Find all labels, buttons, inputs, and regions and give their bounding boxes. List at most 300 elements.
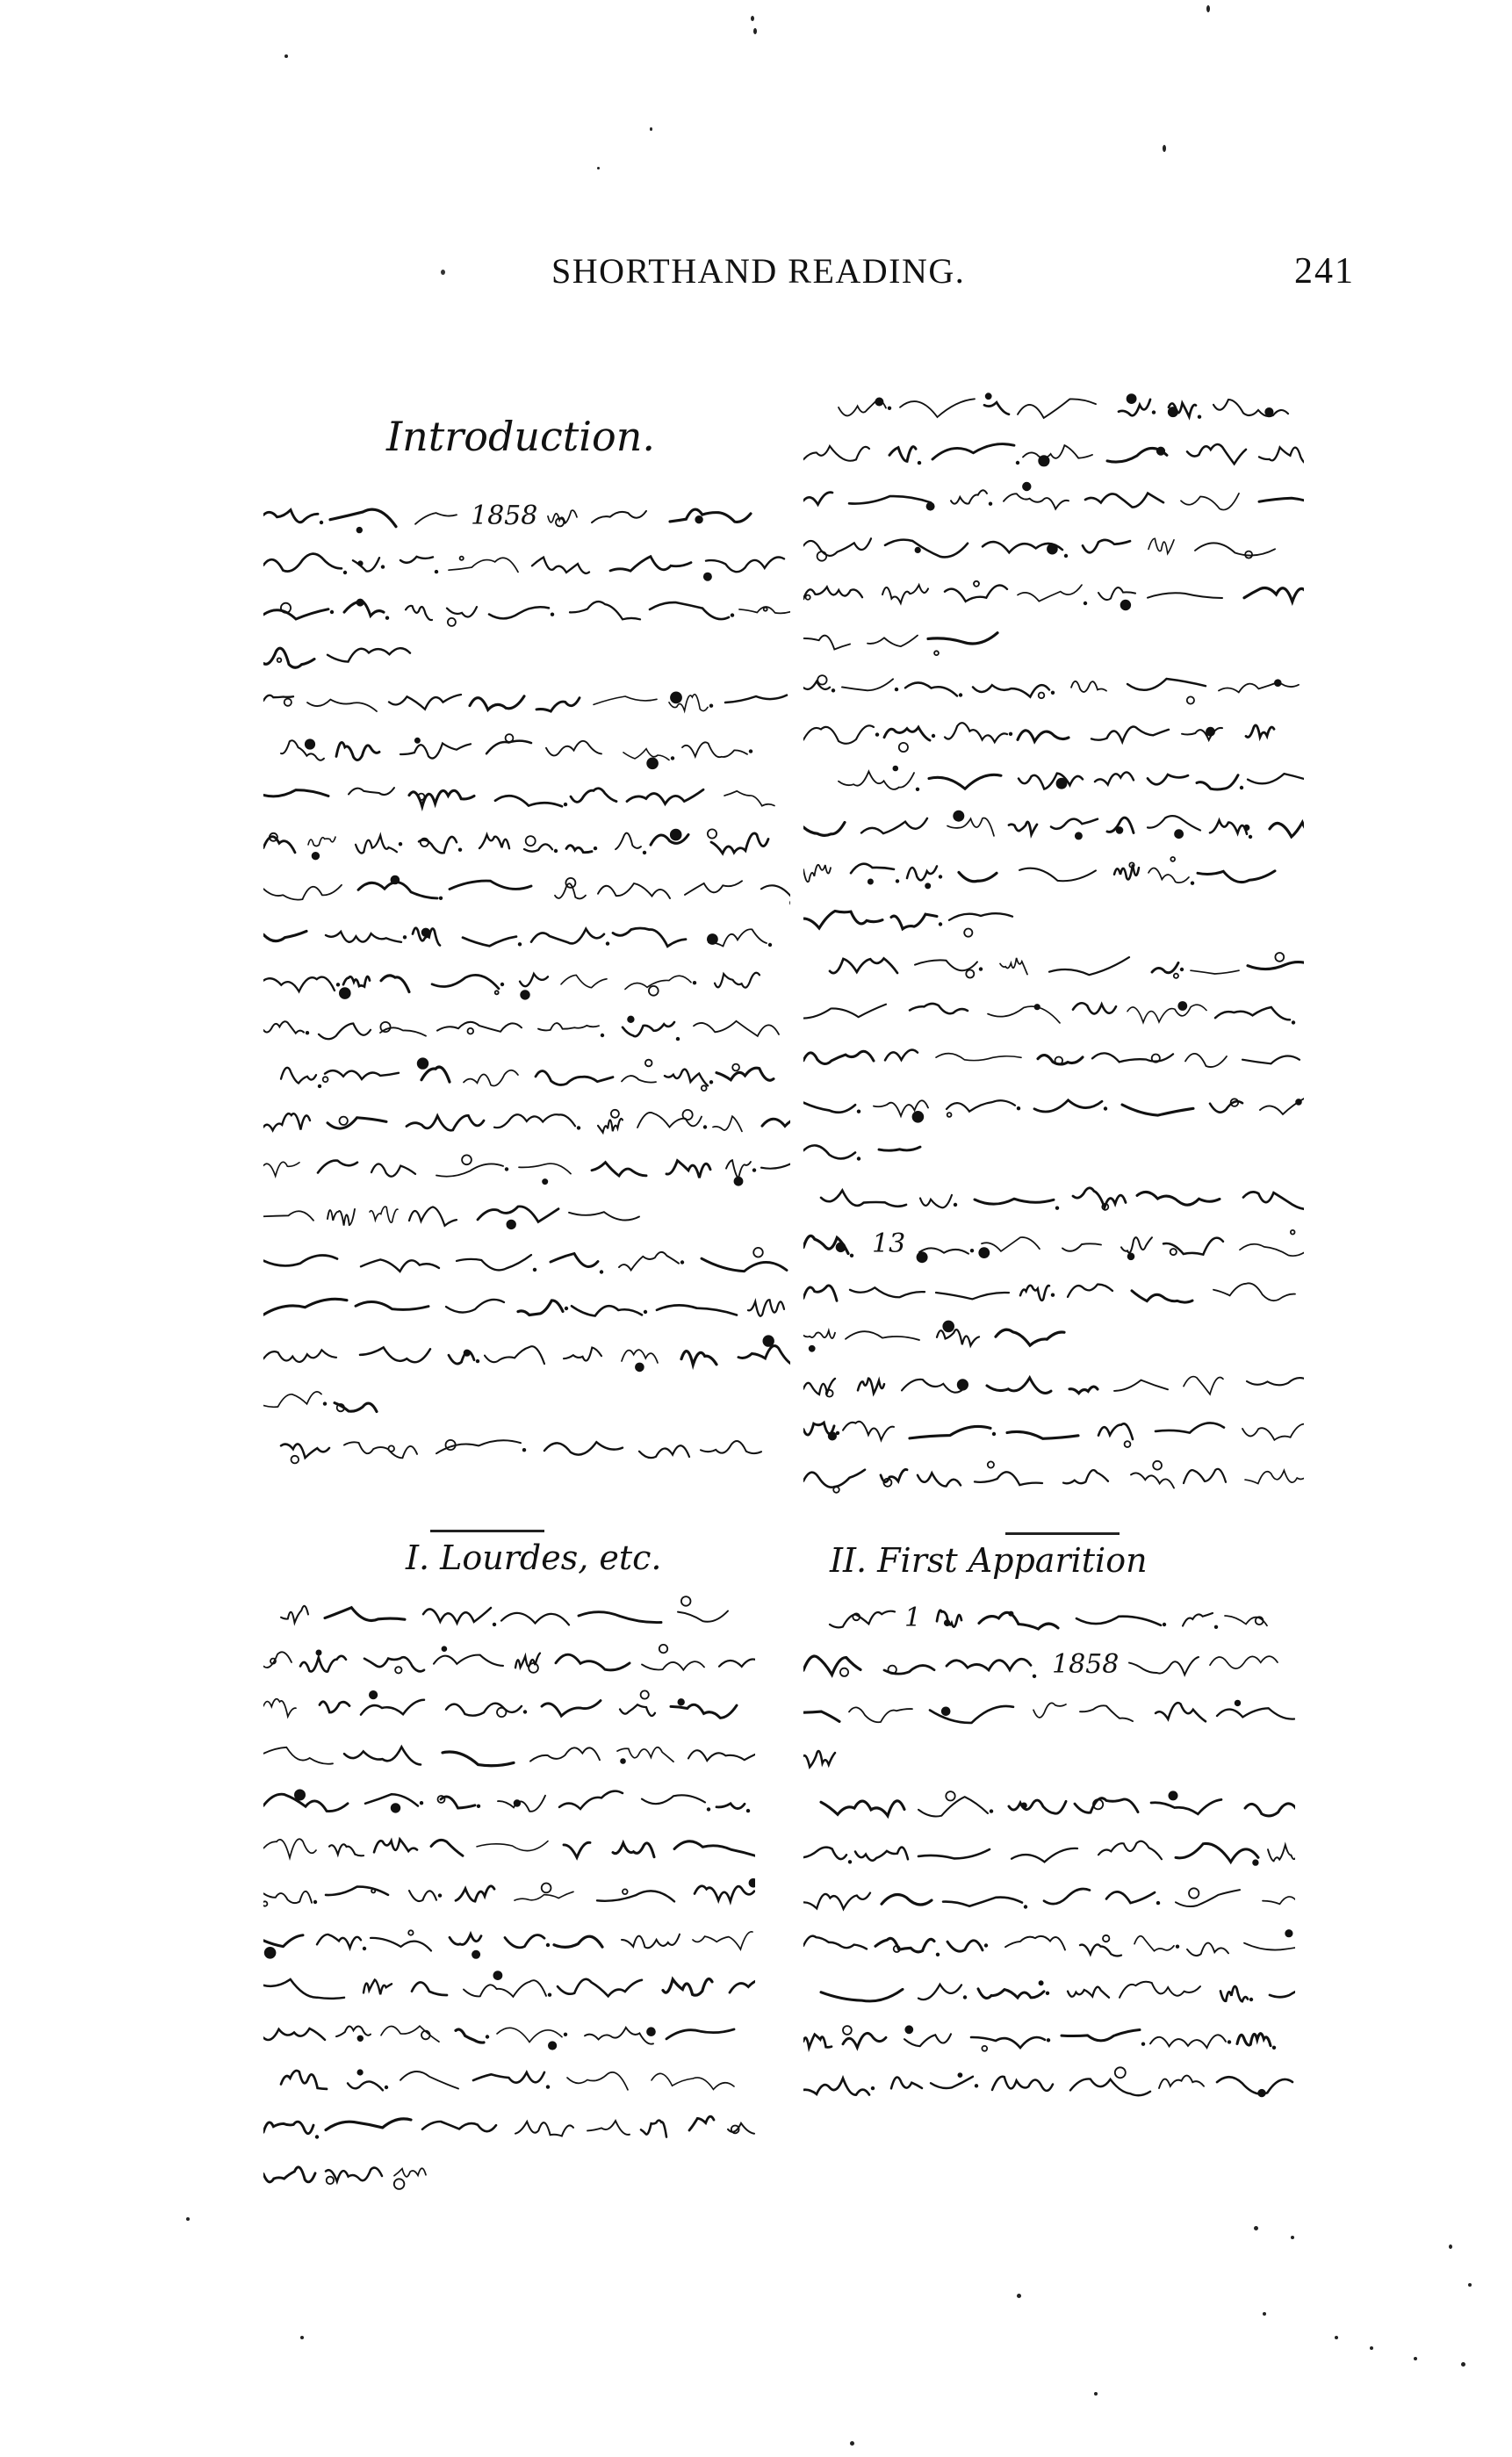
shorthand-line	[803, 1271, 1304, 1313]
shorthand-dot	[476, 1359, 479, 1363]
section-rule	[1005, 1532, 1120, 1535]
shorthand-outline	[1091, 726, 1169, 741]
shorthand-dot	[1249, 1998, 1253, 2001]
shorthand-outline	[882, 585, 928, 603]
shorthand-outline	[1270, 820, 1304, 837]
shorthand-outline	[1245, 1471, 1304, 1484]
shorthand-outline	[713, 1116, 742, 1131]
shorthand-outline	[1005, 1936, 1065, 1950]
shorthand-stroke-group	[263, 636, 790, 678]
shorthand-dot	[979, 967, 983, 970]
shorthand-stroke-group	[263, 868, 790, 911]
shorthand-dot	[707, 1807, 710, 1811]
shorthand-dot	[857, 1110, 860, 1113]
shorthand-outline	[434, 1655, 503, 1666]
shorthand-circle	[843, 2026, 852, 2035]
shorthand-circle	[1206, 728, 1214, 736]
shorthand-dot	[1084, 602, 1087, 605]
shorthand-outline	[891, 2077, 922, 2088]
shorthand-outline	[803, 823, 845, 836]
shorthand-dot	[896, 879, 899, 883]
shorthand-circle	[671, 692, 681, 703]
shorthand-outline	[715, 973, 760, 988]
shorthand-stroke-group	[803, 1691, 1295, 1733]
shorthand-outline	[642, 1661, 704, 1670]
shorthand-outline	[889, 447, 916, 462]
shorthand-dot	[385, 616, 389, 620]
shorthand-circle	[1244, 825, 1249, 830]
shorthand-dot	[403, 935, 407, 939]
shorthand-line	[803, 1738, 1295, 1780]
shorthand-outline	[803, 1470, 865, 1488]
shorthand-stroke-group	[263, 2013, 755, 2055]
shorthand-outline	[1210, 1656, 1278, 1668]
shorthand-line	[263, 1427, 790, 1469]
shorthand-outline	[657, 1305, 737, 1315]
shorthand-outline	[406, 606, 432, 620]
shorthand-stroke-group	[803, 1598, 1295, 1640]
shorthand-dot	[936, 1953, 940, 1956]
shorthand-line	[263, 1780, 755, 1822]
shorthand-outline	[821, 1989, 903, 2001]
shorthand-outline	[884, 727, 930, 740]
shorthand-outline	[498, 1796, 545, 1812]
shorthand-circle	[681, 1596, 691, 1606]
shorthand-outline	[263, 885, 342, 900]
shorthand-outline	[681, 1351, 716, 1365]
shorthand-line	[263, 1827, 755, 1869]
shorthand-outline	[918, 1849, 990, 1858]
shorthand-dot	[577, 1126, 580, 1129]
shorthand-circle	[515, 1800, 521, 1806]
shorthand-outline	[1134, 1936, 1174, 1951]
shorthand-circle	[462, 1155, 472, 1164]
shorthand-circle	[925, 883, 930, 888]
shorthand-outline	[1150, 2035, 1226, 2048]
shorthand-dot	[438, 1893, 442, 1897]
shorthand-outline	[343, 976, 370, 986]
shorthand-circle	[986, 393, 991, 399]
shorthand-stroke-group	[263, 543, 790, 585]
shorthand-circle	[388, 1445, 394, 1452]
shorthand-outline	[1098, 1423, 1133, 1439]
shorthand-circle	[905, 2026, 912, 2033]
shorthand-outline	[1219, 682, 1299, 693]
shorthand-circle	[1157, 448, 1164, 455]
shorthand-line	[263, 2106, 755, 2148]
shorthand-outline	[336, 2026, 371, 2036]
shorthand-dot	[500, 983, 504, 986]
shorthand-outline	[400, 2072, 458, 2089]
shorthand-outline	[532, 558, 589, 573]
shorthand-outline	[843, 2033, 886, 2047]
shorthand-circle	[340, 1117, 348, 1125]
shorthand-outline	[1098, 587, 1135, 600]
shorthand-outline	[619, 1252, 679, 1271]
shorthand-outline	[979, 1612, 1058, 1629]
shorthand-circle	[340, 988, 350, 998]
shorthand-dot	[385, 2086, 388, 2089]
shorthand-outline	[1259, 498, 1304, 507]
shorthand-line	[803, 386, 1304, 429]
shorthand-circle	[263, 1901, 267, 1906]
shorthand-line	[803, 1784, 1295, 1827]
shorthand-line	[803, 945, 1304, 987]
section-heading-lourdes: I. Lourdes, etc.	[406, 1538, 662, 1577]
header-speck	[441, 270, 445, 275]
shorthand-line	[803, 573, 1304, 615]
shorthand-outline	[803, 865, 831, 882]
shorthand-circle	[529, 1663, 538, 1673]
shorthand-outline	[360, 1347, 430, 1362]
shorthand-outline	[555, 883, 586, 898]
shorthand-outline	[666, 1161, 710, 1178]
shorthand-line	[803, 2064, 1295, 2106]
shorthand-outline	[610, 557, 691, 572]
shorthand-circle	[628, 1017, 634, 1023]
shorthand-outline	[515, 2122, 573, 2136]
shorthand-outline	[861, 818, 927, 833]
shorthand-stroke-group	[803, 573, 1304, 615]
shorthand-stroke-group	[803, 1224, 1304, 1266]
shorthand-outline	[1085, 494, 1163, 508]
shorthand-outline	[1213, 400, 1288, 416]
shorthand-stroke-group	[803, 526, 1304, 568]
shorthand-circle	[840, 1668, 848, 1676]
shorthand-dot	[731, 613, 734, 616]
shorthand-outline	[263, 1256, 337, 1266]
shorthand-outline	[546, 741, 601, 756]
shorthand-outline	[263, 1979, 344, 1999]
shorthand-outline	[850, 1287, 925, 1297]
shorthand-circle	[947, 1113, 952, 1117]
shorthand-dot	[1104, 1106, 1107, 1110]
shorthand-outline	[918, 1473, 961, 1486]
shorthand-outline	[1018, 399, 1096, 417]
shorthand-outline	[569, 1212, 639, 1220]
shorthand-stroke-group	[803, 759, 1304, 801]
shorthand-outline	[263, 1299, 347, 1315]
shorthand-dot	[709, 1080, 713, 1084]
shorthand-circle	[817, 675, 826, 684]
shorthand-outline	[356, 835, 397, 853]
shorthand-outline	[1076, 1617, 1161, 1625]
shorthand-outline	[978, 1989, 1044, 1999]
shorthand-line	[263, 1966, 755, 2008]
shorthand-outline	[803, 1893, 870, 1909]
shorthand-stroke-group	[263, 1640, 755, 1682]
running-title: SHORTHAND READING.	[551, 251, 966, 291]
shorthand-dot	[895, 688, 898, 691]
shorthand-outline	[344, 1442, 417, 1458]
shorthand-line	[263, 1287, 790, 1329]
scan-speck	[284, 54, 288, 58]
shorthand-outline	[1191, 970, 1239, 974]
shorthand-outline	[463, 937, 516, 947]
shorthand-outline	[364, 1657, 424, 1671]
shorthand-outline	[374, 1840, 417, 1853]
shorthand-outline	[1019, 868, 1096, 882]
shorthand-outline	[554, 1936, 602, 1947]
shorthand-outline	[320, 1702, 349, 1712]
shorthand-circle	[763, 1336, 774, 1346]
shorthand-stroke-group	[803, 1084, 1304, 1127]
shorthand-outline	[464, 1070, 518, 1086]
shorthand-outline	[1184, 1377, 1223, 1394]
shorthand-outline	[450, 881, 531, 889]
date-mark: 1858	[1052, 1649, 1120, 1680]
shorthand-outline	[622, 1076, 656, 1083]
shorthand-line	[803, 1084, 1304, 1127]
shorthand-dot	[363, 1947, 366, 1950]
shorthand-outline	[1127, 679, 1206, 690]
shorthand-outline	[371, 1938, 431, 1951]
shorthand-dot	[343, 571, 347, 574]
shorthand-line	[803, 1410, 1304, 1452]
shorthand-circle	[448, 618, 456, 626]
shorthand-outline	[567, 2072, 628, 2090]
shorthand-outline	[456, 1886, 494, 1901]
shorthand-outline	[1182, 728, 1222, 740]
shorthand-circle	[415, 739, 420, 743]
shorthand-dot	[749, 749, 752, 753]
shorthand-outline	[1068, 1987, 1109, 1998]
shorthand-circle	[868, 879, 873, 883]
shorthand-outline	[936, 1054, 1021, 1061]
shorthand-outline	[437, 1022, 522, 1032]
shorthand-outline	[519, 1164, 571, 1174]
shorthand-circle	[954, 811, 963, 821]
shorthand-circle	[1170, 857, 1175, 861]
shorthand-line	[803, 2017, 1295, 2059]
shorthand-outline	[849, 496, 931, 504]
shorthand-outline	[594, 696, 657, 704]
shorthand-outline	[1148, 775, 1188, 784]
shorthand-line	[803, 1038, 1304, 1080]
shorthand-circle	[418, 1058, 428, 1069]
shorthand-dot	[1156, 1901, 1160, 1905]
shorthand-line	[803, 479, 1304, 522]
shorthand-outline	[479, 835, 509, 849]
shorthand-outline	[651, 835, 688, 846]
scan-speck	[300, 2336, 304, 2339]
shorthand-stroke-group	[803, 1457, 1304, 1499]
shorthand-outline	[407, 1115, 484, 1130]
shorthand-stroke-group	[803, 852, 1304, 894]
shorthand-outline	[900, 399, 975, 417]
shorthand-outline	[263, 931, 306, 940]
shorthand-dot	[435, 570, 438, 573]
shorthand-circle	[1035, 1005, 1040, 1009]
shorthand-outline	[975, 1472, 1042, 1485]
shorthand-circle	[1235, 1701, 1241, 1706]
shorthand-outline	[885, 1050, 918, 1061]
shorthand-outline	[446, 1704, 522, 1716]
shorthand-dot	[420, 1801, 423, 1805]
shorthand-dot	[1033, 1675, 1036, 1678]
shorthand-dot	[1009, 732, 1012, 736]
shorthand-outline	[422, 2122, 496, 2131]
shorthand-outline	[988, 1006, 1060, 1023]
shorthand-outline	[622, 1935, 680, 1949]
shorthand-line	[263, 1873, 755, 1915]
shorthand-circle	[543, 1179, 547, 1184]
scan-speck	[1163, 145, 1166, 152]
shorthand-line	[803, 666, 1304, 708]
shorthand-outline	[1095, 772, 1134, 784]
shorthand-line	[803, 1877, 1295, 1920]
shorthand-outline	[409, 1891, 436, 1901]
shorthand-line	[263, 1687, 755, 1729]
shorthand-outline	[1268, 1845, 1295, 1862]
shorthand-outline	[1020, 1286, 1049, 1301]
shorthand-outline	[931, 2077, 973, 2088]
shorthand-dot	[533, 1268, 536, 1272]
shorthand-outline	[349, 788, 394, 795]
shorthand-outline	[915, 960, 977, 970]
shorthand-dot	[1191, 882, 1194, 885]
shorthand-outline	[1120, 1982, 1200, 1998]
shorthand-outline	[730, 1976, 755, 1992]
shorthand-outline	[695, 1886, 754, 1901]
shorthand-line	[263, 729, 790, 771]
shorthand-dot	[848, 1860, 852, 1863]
shorthand-dot	[918, 461, 921, 465]
shorthand-outline	[361, 1700, 424, 1715]
shorthand-outline	[263, 554, 342, 572]
shorthand-outline	[716, 1068, 774, 1080]
shorthand-circle	[358, 2036, 364, 2042]
shorthand-stroke-group	[803, 1971, 1295, 2013]
shorthand-outline	[1007, 1431, 1078, 1438]
shorthand-outline	[803, 1103, 855, 1113]
shorthand-outline	[674, 1841, 755, 1857]
shorthand-outline	[559, 1791, 623, 1809]
shorthand-circle	[284, 699, 292, 706]
shorthand-outline	[945, 723, 1007, 742]
shorthand-outline	[882, 1895, 932, 1905]
shorthand-outline	[992, 2077, 1053, 2091]
shorthand-outline	[592, 511, 646, 522]
shorthand-circle	[468, 1028, 474, 1034]
shorthand-dot	[1047, 2038, 1050, 2042]
shorthand-outline	[423, 1608, 491, 1623]
shorthand-outline	[1148, 816, 1200, 830]
shorthand-outline	[329, 1844, 364, 1855]
shorthand-outline	[858, 1379, 884, 1394]
shorthand-outline	[1244, 1939, 1295, 1949]
scan-speck	[1335, 2336, 1338, 2339]
shorthand-circle	[934, 651, 939, 655]
shorthand-outline	[1197, 775, 1238, 789]
shorthand-outline	[951, 490, 987, 503]
shorthand-outline	[803, 1379, 835, 1394]
shorthand-line	[263, 962, 790, 1004]
shorthand-dot	[493, 1623, 496, 1626]
shorthand-outline	[263, 1021, 304, 1033]
shorthand-outline	[564, 1842, 590, 1857]
shorthand-stroke-group	[263, 2059, 755, 2101]
shorthand-outline	[904, 2034, 951, 2046]
shorthand-outline	[263, 1935, 303, 1947]
shorthand-dot	[323, 1401, 327, 1405]
shorthand-circle	[837, 1243, 846, 1251]
shorthand-outline	[803, 538, 871, 556]
shorthand-circle	[702, 1085, 707, 1091]
shorthand-circle	[817, 551, 827, 561]
shorthand-circle	[1040, 1981, 1043, 1985]
shorthand-dot	[888, 407, 891, 410]
shorthand-outline	[1034, 1100, 1102, 1112]
shorthand-outline	[1242, 1424, 1304, 1440]
shorthand-outline	[447, 607, 477, 616]
shorthand-outline	[542, 1701, 601, 1717]
shorthand-outline	[1248, 962, 1304, 973]
shorthand-outline	[473, 2072, 544, 2083]
shorthand-line	[803, 1457, 1304, 1499]
shorthand-outline	[1270, 1985, 1295, 2001]
shorthand-outline	[263, 1162, 299, 1176]
date-mark: 1858	[471, 501, 538, 531]
shorthand-outline	[761, 881, 790, 897]
shorthand-outline	[1131, 1473, 1174, 1488]
shorthand-dot	[1180, 968, 1184, 971]
shorthand-circle	[1039, 456, 1048, 465]
shorthand-outline	[1019, 774, 1083, 789]
shorthand-stroke-group	[803, 1645, 1295, 1687]
date-mark: 13	[872, 1228, 906, 1259]
shorthand-circle	[810, 1346, 815, 1351]
shorthand-circle	[1253, 1860, 1258, 1865]
shorthand-dot	[564, 803, 567, 806]
shorthand-line	[263, 1148, 790, 1190]
shorthand-outline	[365, 1794, 418, 1805]
shorthand-circle	[306, 739, 314, 748]
shorthand-outline	[263, 1891, 312, 1903]
shorthand-circle	[1258, 2090, 1265, 2097]
shorthand-circle	[753, 1248, 763, 1257]
shorthand-dot	[548, 1993, 551, 1997]
shorthand-outline	[1023, 445, 1092, 458]
shorthand-outline	[947, 818, 994, 836]
shorthand-circle	[507, 1221, 515, 1229]
shorthand-outline	[330, 509, 396, 527]
shorthand-outline	[556, 1654, 630, 1670]
shorthand-dot	[1249, 835, 1252, 839]
shorthand-outline	[1187, 1943, 1228, 1956]
shorthand-dot	[318, 1084, 321, 1088]
shorthand-circle	[806, 595, 810, 600]
shorthand-circle	[708, 934, 717, 944]
shorthand-line	[803, 1691, 1295, 1733]
shorthand-outline	[875, 1938, 934, 1952]
shorthand-outline	[489, 607, 549, 618]
shorthand-circle	[645, 1060, 652, 1067]
shorthand-outline	[263, 977, 335, 992]
shorthand-outline	[803, 1330, 835, 1338]
shorthand-dot	[1228, 2040, 1231, 2043]
shorthand-circle	[526, 836, 536, 846]
shorthand-outline	[1148, 868, 1189, 883]
shorthand-outline	[1187, 444, 1246, 464]
shorthand-circle	[395, 1667, 401, 1673]
shorthand-line	[263, 1920, 755, 1962]
scan-speck	[650, 127, 652, 131]
shorthand-line	[803, 619, 1304, 661]
shorthand-outline	[371, 1164, 415, 1177]
shorthand-dot	[963, 1995, 967, 1999]
shorthand-outline	[520, 974, 548, 986]
